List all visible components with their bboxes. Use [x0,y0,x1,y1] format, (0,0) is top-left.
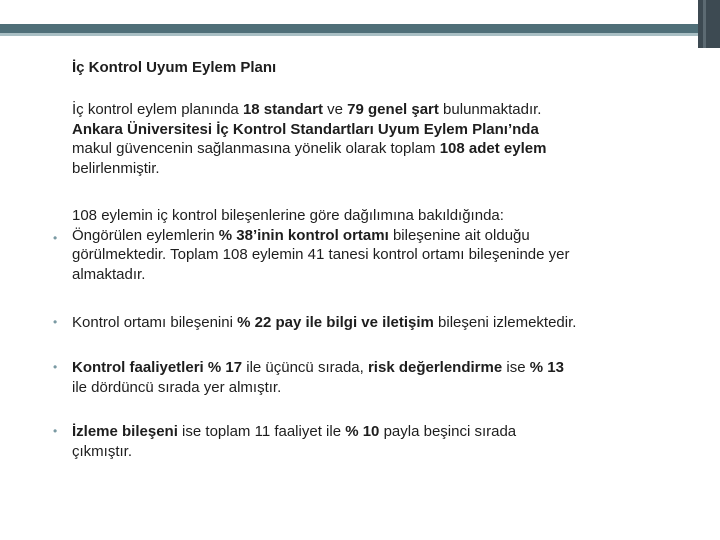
corner-line [703,0,706,48]
header-bar [0,24,698,33]
para5-line2: çıkmıştır. [72,442,132,460]
paragraph-monitoring [72,422,712,461]
bullet-5: • [53,424,58,438]
bullet-2: • [53,231,58,245]
para2-line3: görülmektedir. Toplam 108 eylemin 41 tanesi kontrol ortamı bileşeninde yer [72,246,570,263]
para2-line2: Öngörülen eylemlerin % 38’inin kontrol ortamı bileşenine ait olduğu [72,226,530,244]
bullet-3: • [53,315,58,329]
header-stripe [0,33,698,36]
para1-line4: belirlenmiştir. [72,159,160,177]
paragraph-communication [72,313,712,333]
para2-line4: almaktadır. [72,265,146,283]
para1-line2: Ankara Üniversitesi İç Kontrol Standartları Uyum Eylem Planı’nda [72,120,539,138]
paragraph-activities [72,358,712,397]
slide-title: İç Kontrol Uyum Eylem Planı [72,59,277,76]
paragraph-distribution [72,206,712,284]
para2-line1: 108 eylemin iç kontrol bileşenlerine göre dağılımına bakıldığında: [72,207,504,224]
para1-line3: makul güvencenin sağlanmasına yönelik olarak toplam 108 adet eylem [72,140,547,157]
para4-line1: Kontrol faaliyetleri % 17 ile üçüncü sırada, risk değerlendirme ise % 13 [72,359,564,376]
para1-line1: İç kontrol eylem planında 18 standart ve 79 genel şart bulunmaktadır. [72,101,542,118]
corner-decoration [698,0,720,48]
para4-line2: ile dördüncü sırada yer almıştır. [72,378,282,396]
para5-line1: İzleme bileşeni ise toplam 11 faaliyet ile % 10 payla beşinci sırada [72,423,517,440]
para3-line1: Kontrol ortamı bileşenini % 22 pay ile bilgi ve iletişim bileşeni izlemektedir. [72,314,577,331]
bullet-4: • [53,360,58,374]
paragraph-intro [72,100,712,178]
